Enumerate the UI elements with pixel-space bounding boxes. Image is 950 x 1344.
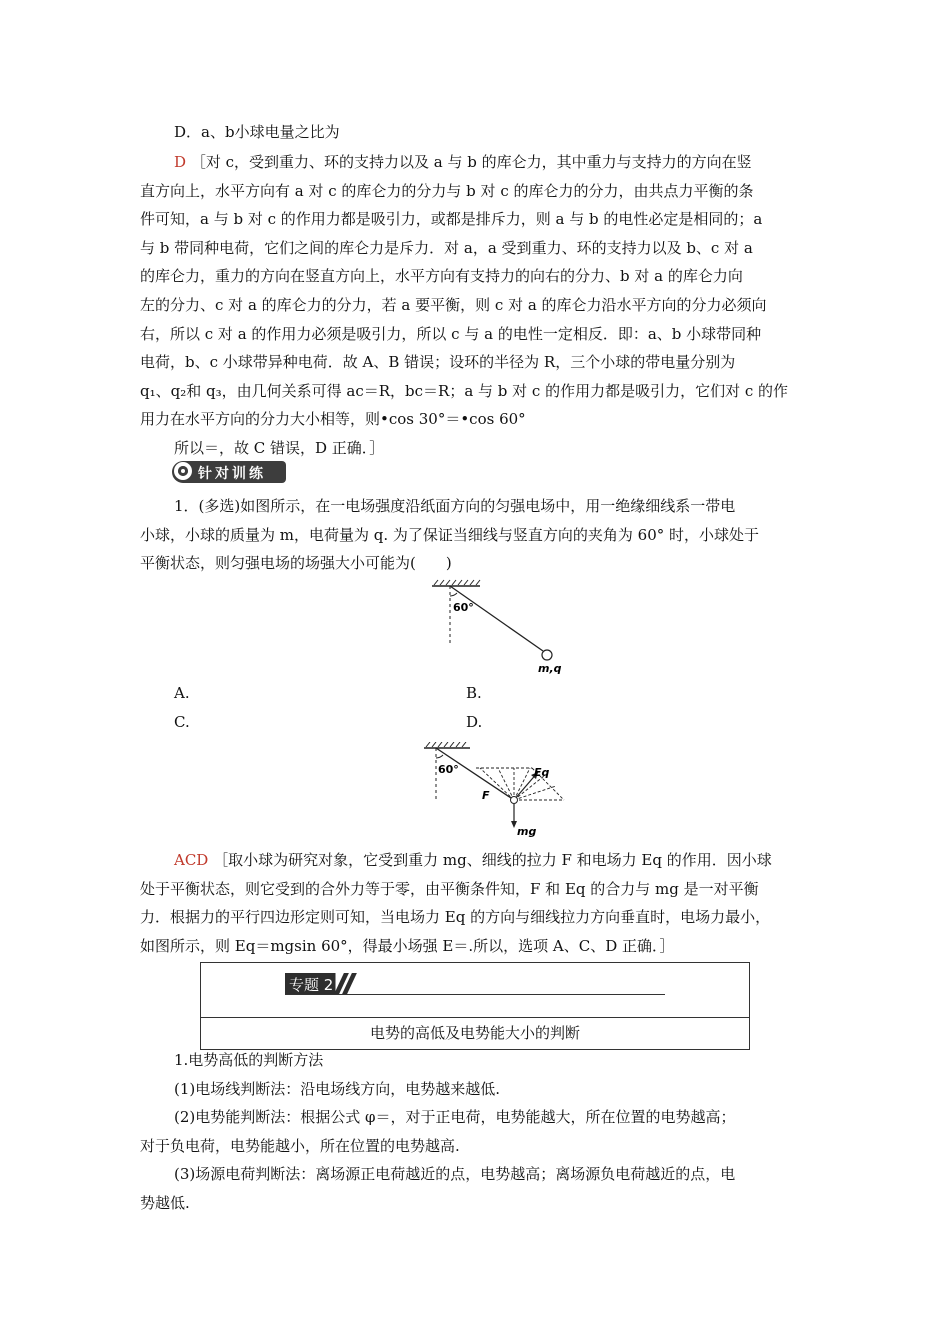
- answer-2-line: 如图所示，则 Eq＝mgsin 60°，得最小场强 E＝.所以，选项 A、C、D 正确．］: [140, 936, 675, 955]
- option-a: A.: [174, 684, 190, 702]
- f-label: F: [482, 789, 490, 802]
- topic-title: 电势的高低及电势能大小的判断: [369, 1024, 580, 1042]
- methods-section: [140, 1046, 820, 1218]
- topic-underline: [285, 994, 665, 995]
- angle-arc: [450, 593, 457, 596]
- ball-label: m,q: [538, 662, 562, 675]
- angle-label: 60°: [453, 601, 474, 614]
- practice-badge-label: 针对训练: [198, 466, 266, 482]
- answer-1: [140, 148, 820, 463]
- answer-1-line: 右，所以 c 对 a 的作用力必须是吸引力，所以 c 与 a 的电性一定相反．即：a、b 小球带同种: [140, 324, 762, 343]
- eq-label: Eq: [534, 766, 550, 779]
- practice-badge: [172, 461, 286, 483]
- answer-1-line: ［对 c，受到重力、环的支持力以及 a 与 b 的库仑力，其中重力与支持力的方向在竖: [190, 153, 752, 171]
- methods-line: (1)电场线判断法：沿电场线方向，电势越来越低.: [174, 1079, 501, 1098]
- topic-box: [200, 962, 750, 1050]
- answer-1-line: 左的分力、c 对 a 的库仑力的分力，若 a 要平衡，则 c 对 a 的库仑力沿水平方向的分力必须向: [140, 295, 767, 314]
- question-1-line: 1．(多选)如图所示，在一电场强度沿纸面方向的匀强电场中，用一绝缘细线系一带电: [174, 497, 736, 515]
- ball: [511, 797, 518, 804]
- charged-ball: [542, 650, 552, 660]
- methods-line: (2)电势能判断法：根据公式 φ＝，对于正电荷，电势能越大，所在位置的电势越高；: [174, 1108, 736, 1127]
- topic-tag-label: 专题 2: [289, 976, 334, 994]
- answer-1-line: 件可知，a 与 b 对 c 的作用力都是吸引力，或都是排斥力，则 a 与 b 的电性必定是相同的；a: [140, 210, 763, 229]
- answer-1-line: 电荷，b、c 小球带异种电荷．故 A、B 错误；设环的半径为 R，三个小球的带电量分别为: [140, 353, 736, 372]
- answer-1-line: 直方向上，水平方向有 a 对 c 的库仑力的分力与 b 对 c 的库仑力的分力，由共点力平衡的条: [140, 181, 754, 200]
- string-line: [450, 586, 543, 651]
- angle-arc: [436, 755, 443, 758]
- ceiling-hatch: [434, 580, 480, 585]
- answer-2-line: ［取小球为研究对象，它受到重力 mg、细线的拉力 F 和电场力 Eq 的作用．因小球: [213, 851, 772, 869]
- answer-1-letter: D: [174, 153, 187, 171]
- answer-2-letter: ACD: [174, 851, 209, 869]
- answer-1-line: q₁、q₂和 q₃，由几何关系可得 ac＝R，bc＝R；a 与 b 对 c 的作用力都是吸引力，它们对 c 的作: [140, 381, 789, 400]
- question-1-line: 小球，小球的质量为 m，电荷量为 q. 为了保证当细线与竖直方向的夹角为 60° 时，小球处于: [140, 525, 760, 544]
- ceiling-hatch: [426, 742, 466, 747]
- answer-1-line: 用力在水平方向的分力大小相等，则•cos 30°＝•cos 60°: [140, 410, 526, 429]
- force-diagram: [420, 742, 580, 842]
- methods-line: 势越低.: [140, 1193, 190, 1212]
- option-b: B.: [466, 684, 482, 702]
- target-icon: [174, 462, 192, 480]
- topic-divider: [201, 1017, 749, 1018]
- answer-2-line: 力．根据力的平行四边形定则可知，当电场力 Eq 的方向与细线拉力方向垂直时，电场力最小，: [140, 908, 771, 927]
- option-d-previous: D．a、b小球电量之比为: [174, 123, 340, 141]
- mg-label: mg: [517, 825, 537, 838]
- methods-line: (3)场源电荷判断法：离场源正电荷越近的点，电势越高；离场源负电荷越近的点，电: [174, 1165, 736, 1184]
- angle-label: 60°: [438, 763, 459, 776]
- answer-1-line: 所以＝，故 C 错误，D 正确．］: [174, 438, 385, 457]
- pendulum-figure: [420, 578, 580, 678]
- answer-2-line: 处于平衡状态，则它受到的合外力等于零，由平衡条件知，F 和 Eq 的合力与 mg 是一对平衡: [140, 879, 759, 898]
- option-d: D.: [466, 713, 483, 731]
- methods-heading: 1.电势高低的判断方法: [174, 1051, 324, 1069]
- topic-tag: [285, 973, 355, 994]
- answer-1-line: 的库仑力，重力的方向在竖直方向上，水平方向有支持力的向右的分力、b 对 a 的库仑力向: [140, 267, 743, 286]
- methods-line: 对于负电荷，电势能越小，所在位置的电势越高.: [140, 1136, 460, 1155]
- answer-2: [140, 846, 820, 960]
- option-c: C.: [174, 713, 190, 731]
- question-1-line: 平衡状态，则匀强电场的场强大小可能为( ): [140, 554, 452, 573]
- question-1: [140, 492, 820, 578]
- answer-1-line: 与 b 带同种电荷，它们之间的库仑力是斥力．对 a，a 受到重力、环的支持力以及 b、c 对 a: [140, 238, 753, 257]
